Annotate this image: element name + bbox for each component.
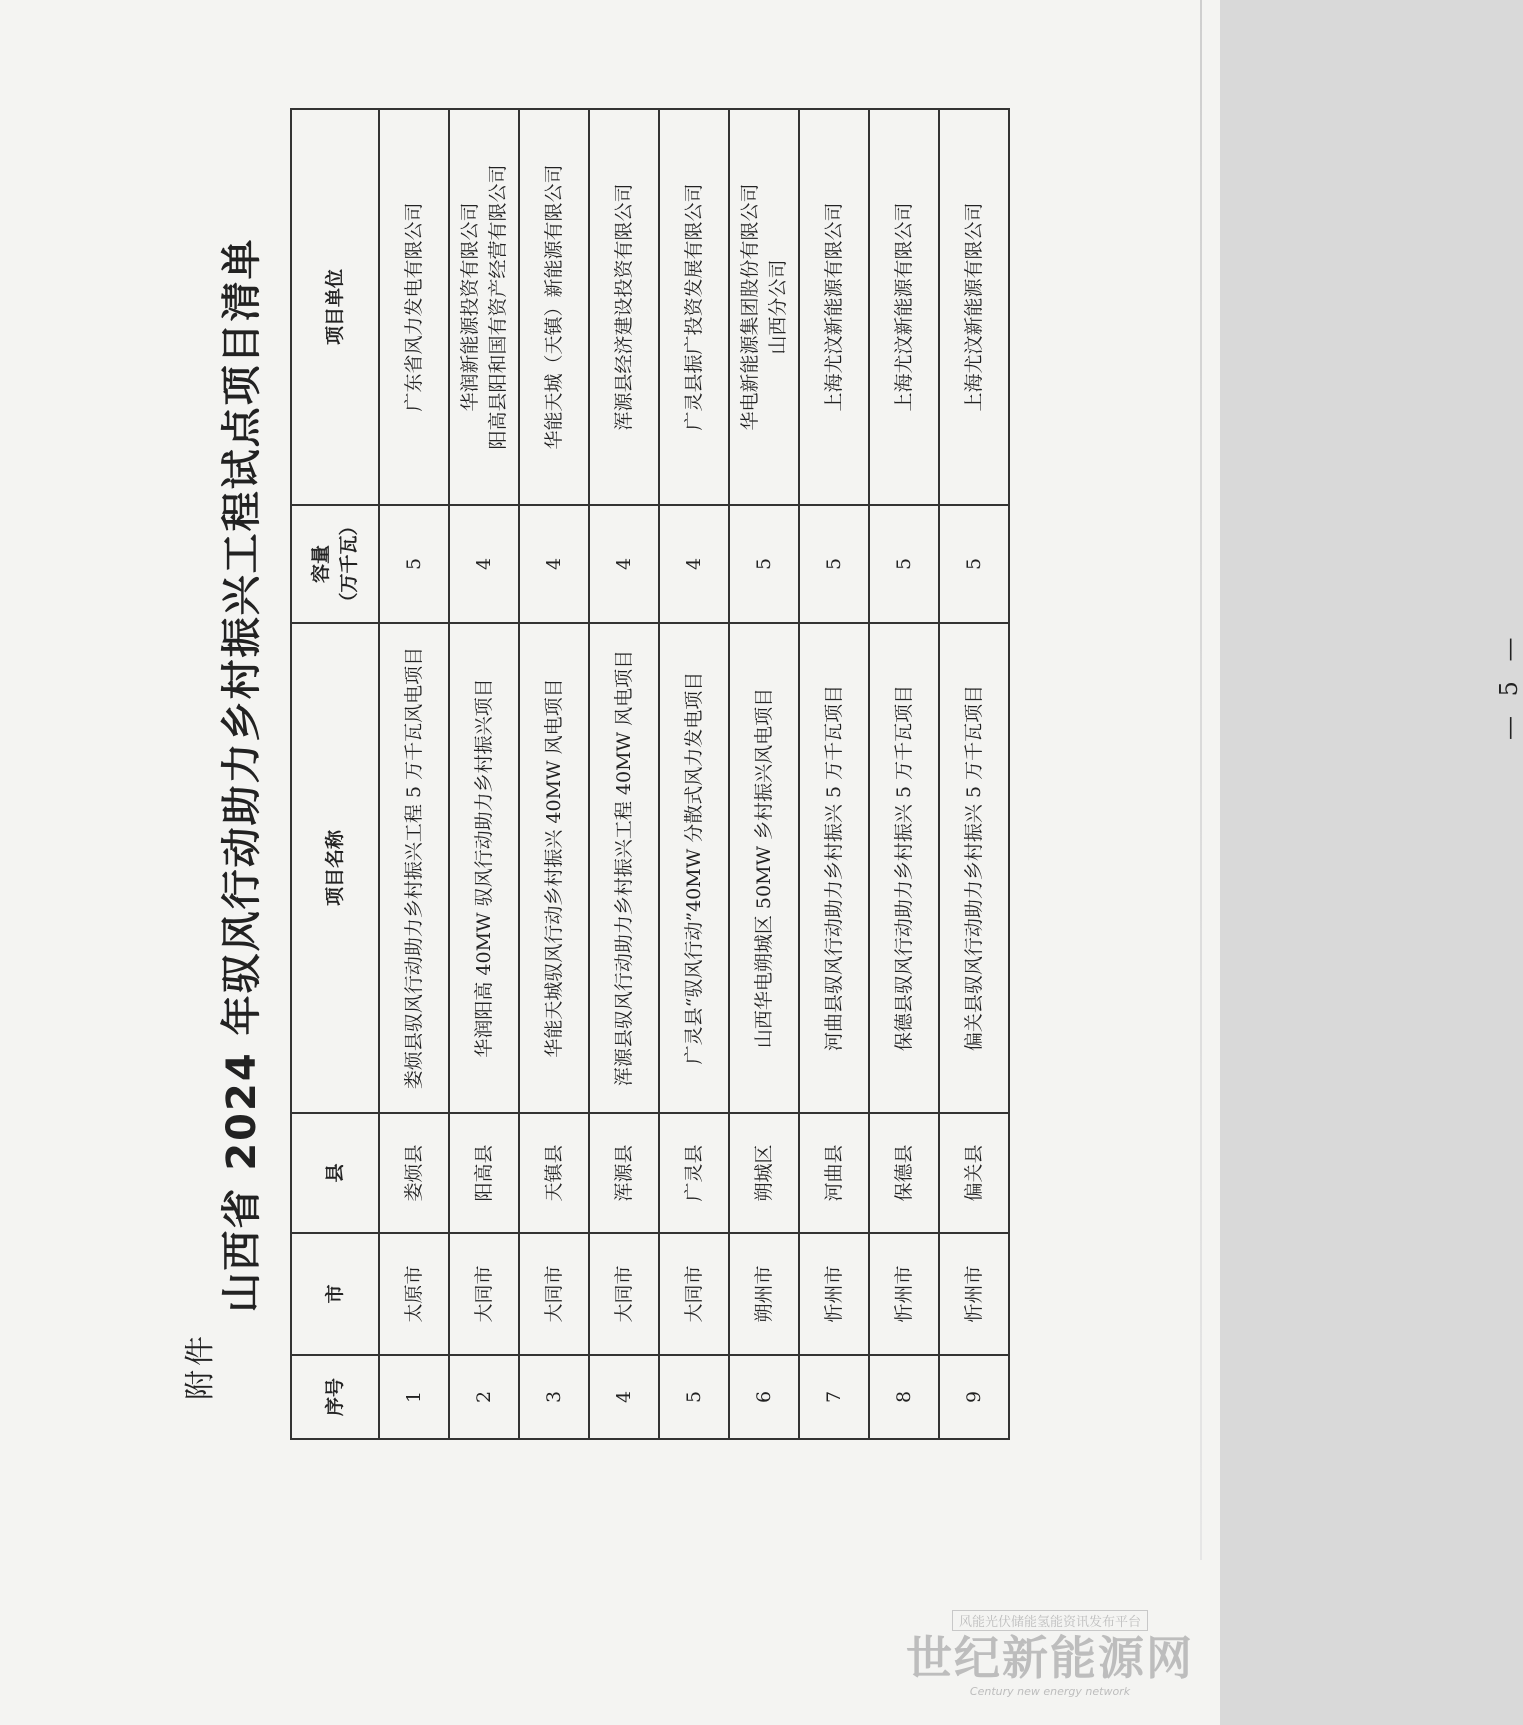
table-cell: 忻州市 xyxy=(799,1233,869,1355)
header-cell: 项目单位 xyxy=(291,109,379,505)
table-cell: 5 xyxy=(729,505,799,623)
table-cell: 保德县 xyxy=(869,1113,939,1233)
project-table xyxy=(290,108,1010,1440)
table-header-row xyxy=(291,109,379,1439)
table-cell: 大同市 xyxy=(589,1233,659,1355)
table-row xyxy=(869,109,939,1439)
table-row xyxy=(519,109,589,1439)
table-cell: 上海尤汶新能源有限公司 xyxy=(799,109,869,505)
table-cell: 大同市 xyxy=(449,1233,519,1355)
table-cell: 河曲县驭风行动助力乡村振兴 5 万千瓦项目 xyxy=(799,623,869,1113)
table-cell: 5 xyxy=(869,505,939,623)
table-cell: 3 xyxy=(519,1355,589,1439)
table-cell: 浑源县驭风行动助力乡村振兴工程 40MW 风电项目 xyxy=(589,623,659,1113)
table-cell: 保德县驭风行动助力乡村振兴 5 万千瓦项目 xyxy=(869,623,939,1113)
table-cell: 偏关县 xyxy=(939,1113,1009,1233)
watermark-logo-text: 世纪新能源网 xyxy=(906,1631,1194,1685)
watermark-tagline: 风能光伏储能氢能资讯发布平台 xyxy=(952,1610,1148,1631)
page-number: — 5 — xyxy=(1495,631,1523,740)
header-cell: 市 xyxy=(291,1233,379,1355)
table-cell: 河曲县 xyxy=(799,1113,869,1233)
table-cell: 浑源县 xyxy=(589,1113,659,1233)
header-cell: 容量 （万千瓦） xyxy=(291,505,379,623)
table-cell: 忻州市 xyxy=(939,1233,1009,1355)
table-cell: 9 xyxy=(939,1355,1009,1439)
table-cell: 8 xyxy=(869,1355,939,1439)
table-cell: 华润阳高 40MW 驭风行动助力乡村振兴项目 xyxy=(449,623,519,1113)
table-cell: 山西华电朔城区 50MW 乡村振兴风电项目 xyxy=(729,623,799,1113)
scan-edge-line xyxy=(1200,0,1202,1560)
table-cell: 广东省风力发电有限公司 xyxy=(379,109,449,505)
table-cell: 广灵县“驭风行动”40MW 分散式风力发电项目 xyxy=(659,623,729,1113)
table-cell: 上海尤汶新能源有限公司 xyxy=(869,109,939,505)
table-cell: 华能天城驭风行动乡村振兴 40MW 风电项目 xyxy=(519,623,589,1113)
table-row xyxy=(449,109,519,1439)
table-cell: 偏关县驭风行动助力乡村振兴 5 万千瓦项目 xyxy=(939,623,1009,1113)
table-cell: 娄烦县 xyxy=(379,1113,449,1233)
table-body xyxy=(379,109,1009,1439)
table-cell: 朔州市 xyxy=(729,1233,799,1355)
table-row xyxy=(799,109,869,1439)
table-cell: 朔城区 xyxy=(729,1113,799,1233)
header-cell: 县 xyxy=(291,1113,379,1233)
table-row xyxy=(379,109,449,1439)
table-cell: 太原市 xyxy=(379,1233,449,1355)
table-row xyxy=(939,109,1009,1439)
table-cell: 2 xyxy=(449,1355,519,1439)
table-cell: 阳高县 xyxy=(449,1113,519,1233)
table-cell: 上海尤汶新能源有限公司 xyxy=(939,109,1009,505)
table-cell: 4 xyxy=(659,505,729,623)
table-cell: 5 xyxy=(379,505,449,623)
table-row xyxy=(729,109,799,1439)
table-cell: 华能天城（天镇）新能源有限公司 xyxy=(519,109,589,505)
table-cell: 华润新能源投资有限公司 阳高县阳和国有资产经营有限公司 xyxy=(449,109,519,505)
document-title: 山西省 2024 年驭风行动助力乡村振兴工程试点项目清单 xyxy=(219,237,265,1313)
table-cell: 娄烦县驭风行动助力乡村振兴工程 5 万千瓦风电项目 xyxy=(379,623,449,1113)
table-cell: 忻州市 xyxy=(869,1233,939,1355)
table-cell: 华电新能源集团股份有限公司 山西分公司 xyxy=(729,109,799,505)
table-cell: 广灵县 xyxy=(659,1113,729,1233)
header-cell: 项目名称 xyxy=(291,623,379,1113)
table-cell: 天镇县 xyxy=(519,1113,589,1233)
table-cell: 4 xyxy=(519,505,589,623)
table-cell: 7 xyxy=(799,1355,869,1439)
attachment-label: 附件 xyxy=(183,1332,218,1400)
table-cell: 大同市 xyxy=(659,1233,729,1355)
table-row xyxy=(589,109,659,1439)
table-cell: 浑源县经济建设投资有限公司 xyxy=(589,109,659,505)
table-row xyxy=(659,109,729,1439)
table-cell: 大同市 xyxy=(519,1233,589,1355)
table-cell: 4 xyxy=(589,505,659,623)
rotated-sheet xyxy=(0,20,1523,1580)
header-cell: 序号 xyxy=(291,1355,379,1439)
table-cell: 1 xyxy=(379,1355,449,1439)
table-cell: 5 xyxy=(939,505,1009,623)
table-cell: 5 xyxy=(659,1355,729,1439)
table-cell: 广灵县振广投资发展有限公司 xyxy=(659,109,729,505)
table-cell: 4 xyxy=(589,1355,659,1439)
watermark-subtitle: Century new energy network xyxy=(969,1685,1131,1698)
table-cell: 4 xyxy=(449,505,519,623)
table-cell: 6 xyxy=(729,1355,799,1439)
table-cell: 5 xyxy=(799,505,869,623)
watermark xyxy=(895,1610,1205,1698)
